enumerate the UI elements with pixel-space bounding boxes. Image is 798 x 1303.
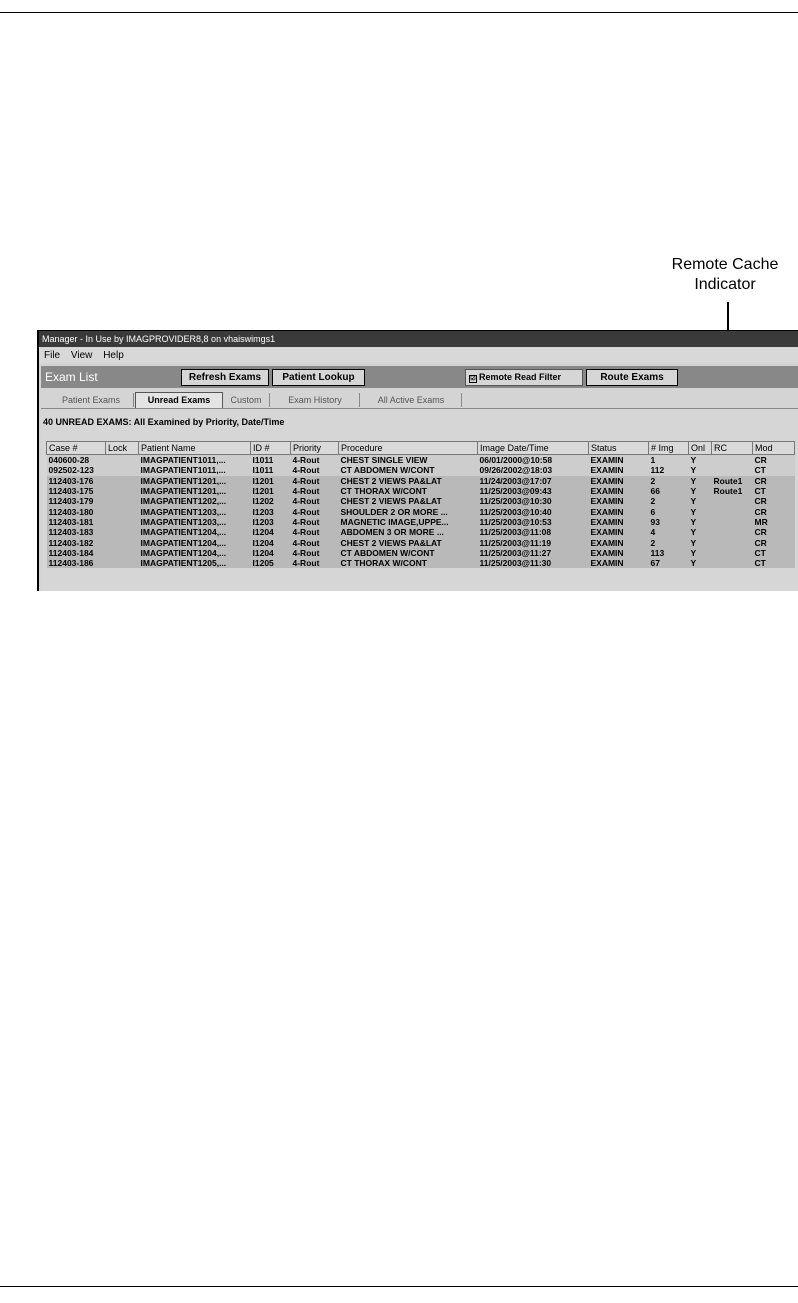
cell-rc: Route1 <box>712 476 753 486</box>
table-row[interactable] <box>47 486 795 496</box>
cell-case: 040600-28 <box>47 455 106 466</box>
cell-image-date: 11/25/2003@10:53 <box>478 517 589 527</box>
cell-procedure: CT ABDOMEN W/CONT <box>339 465 478 475</box>
table-row[interactable] <box>47 455 795 466</box>
cell-img-count: 113 <box>649 548 689 558</box>
cell-status: EXAMIN <box>589 537 649 547</box>
table-row[interactable] <box>47 506 795 516</box>
cell-procedure: CT THORAX W/CONT <box>339 558 478 568</box>
col-header-mod[interactable]: Mod <box>753 442 795 455</box>
menu-help[interactable]: Help <box>103 350 124 361</box>
cell-patient-name: IMAGPATIENT1201,... <box>139 476 251 486</box>
cell-priority: 4-Rout <box>291 476 339 486</box>
cell-rc <box>712 537 753 547</box>
cell-mod: MR <box>753 517 795 527</box>
cell-id: I1204 <box>251 548 291 558</box>
cell-mod: CT <box>753 465 795 475</box>
callout-line-2: Indicator <box>694 276 756 293</box>
col-header-priority[interactable]: Priority <box>291 442 339 455</box>
cell-id: I1205 <box>251 558 291 568</box>
cell-patient-name: IMAGPATIENT1203,... <box>139 506 251 516</box>
cell-case: 112403-175 <box>47 486 106 496</box>
cell-id: I1011 <box>251 455 291 466</box>
cell-mod: CT <box>753 558 795 568</box>
tab-exam-history[interactable]: Exam History <box>271 393 360 407</box>
cell-image-date: 11/25/2003@11:27 <box>478 548 589 558</box>
cell-case: 112403-179 <box>47 496 106 506</box>
checkbox-icon[interactable]: ☑ <box>470 376 476 382</box>
cell-procedure: ABDOMEN 3 OR MORE ... <box>339 527 478 537</box>
cell-mod: CR <box>753 527 795 537</box>
cell-image-date: 09/26/2002@18:03 <box>478 465 589 475</box>
cell-priority: 4-Rout <box>291 465 339 475</box>
cell-patient-name: IMAGPATIENT1011,... <box>139 465 251 475</box>
cell-procedure: CHEST 2 VIEWS PA&LAT <box>339 496 478 506</box>
table-row[interactable] <box>47 465 795 475</box>
cell-procedure: CHEST SINGLE VIEW <box>339 455 478 466</box>
cell-procedure: SHOULDER 2 OR MORE ... <box>339 506 478 516</box>
cell-img-count: 2 <box>649 496 689 506</box>
cell-online: Y <box>689 465 712 475</box>
col-header-patient-name[interactable]: Patient Name <box>139 442 251 455</box>
cell-patient-name: IMAGPATIENT1204,... <box>139 537 251 547</box>
refresh-exams-button[interactable]: Refresh Exams <box>181 369 269 386</box>
cell-priority: 4-Rout <box>291 496 339 506</box>
exam-list-panel <box>41 408 798 591</box>
cell-rc <box>712 558 753 568</box>
cell-online: Y <box>689 455 712 466</box>
cell-rc <box>712 455 753 466</box>
cell-case: 112403-186 <box>47 558 106 568</box>
cell-img-count: 1 <box>649 455 689 466</box>
table-row[interactable] <box>47 527 795 537</box>
exam-table <box>46 441 795 568</box>
cell-priority: 4-Rout <box>291 527 339 537</box>
cell-rc <box>712 506 753 516</box>
col-header-image-date[interactable]: Image Date/Time <box>478 442 589 455</box>
exam-list-window <box>37 330 798 591</box>
cell-priority: 4-Rout <box>291 517 339 527</box>
table-row[interactable] <box>47 548 795 558</box>
cell-procedure: CHEST 2 VIEWS PA&LAT <box>339 537 478 547</box>
cell-procedure: CHEST 2 VIEWS PA&LAT <box>339 476 478 486</box>
table-header-row <box>47 442 795 455</box>
cell-priority: 4-Rout <box>291 486 339 496</box>
tab-all-active-exams[interactable]: All Active Exams <box>361 393 462 407</box>
cell-mod: CR <box>753 455 795 466</box>
cell-patient-name: IMAGPATIENT1204,... <box>139 527 251 537</box>
menu-bar <box>39 348 798 363</box>
footer-rule <box>0 1286 798 1287</box>
menu-view[interactable]: View <box>70 350 93 361</box>
col-header-online[interactable]: Onl <box>689 442 712 455</box>
cell-patient-name: IMAGPATIENT1011,... <box>139 455 251 466</box>
table-row[interactable] <box>47 537 795 547</box>
cell-priority: 4-Rout <box>291 537 339 547</box>
cell-case: 112403-183 <box>47 527 106 537</box>
cell-patient-name: IMAGPATIENT1201,... <box>139 486 251 496</box>
cell-status: EXAMIN <box>589 517 649 527</box>
cell-lock <box>106 496 139 506</box>
cell-status: EXAMIN <box>589 465 649 475</box>
cell-id: I1202 <box>251 496 291 506</box>
cell-img-count: 93 <box>649 517 689 527</box>
cell-status: EXAMIN <box>589 548 649 558</box>
col-header-procedure[interactable]: Procedure <box>339 442 478 455</box>
tab-custom[interactable]: Custom <box>223 393 270 407</box>
cell-img-count: 4 <box>649 527 689 537</box>
cell-image-date: 11/25/2003@10:30 <box>478 496 589 506</box>
cell-img-count: 6 <box>649 506 689 516</box>
cell-online: Y <box>689 476 712 486</box>
cell-rc <box>712 527 753 537</box>
cell-mod: CR <box>753 476 795 486</box>
table-row[interactable] <box>47 517 795 527</box>
exam-list-title: Exam List <box>45 370 98 384</box>
table-row[interactable] <box>47 558 795 568</box>
cell-img-count: 2 <box>649 476 689 486</box>
cell-rc: Route1 <box>712 486 753 496</box>
menu-file[interactable]: File <box>44 350 61 361</box>
cell-lock <box>106 537 139 547</box>
cell-procedure: CT THORAX W/CONT <box>339 486 478 496</box>
cell-id: I1204 <box>251 527 291 537</box>
cell-priority: 4-Rout <box>291 548 339 558</box>
cell-patient-name: IMAGPATIENT1204,... <box>139 548 251 558</box>
cell-case: 112403-184 <box>47 548 106 558</box>
cell-case: 112403-176 <box>47 476 106 486</box>
cell-mod: CR <box>753 506 795 516</box>
col-header-img-count[interactable]: # Img <box>649 442 689 455</box>
cell-mod: CR <box>753 496 795 506</box>
cell-priority: 4-Rout <box>291 455 339 466</box>
cell-patient-name: IMAGPATIENT1205,... <box>139 558 251 568</box>
remote-read-filter-label: Remote Read Filter <box>479 372 562 382</box>
cell-rc <box>712 548 753 558</box>
cell-image-date: 11/25/2003@11:19 <box>478 537 589 547</box>
cell-img-count: 67 <box>649 558 689 568</box>
cell-lock <box>106 465 139 475</box>
cell-case: 092502-123 <box>47 465 106 475</box>
cell-id: I1203 <box>251 517 291 527</box>
exam-table-body <box>47 455 795 569</box>
cell-lock <box>106 548 139 558</box>
cell-id: I1201 <box>251 486 291 496</box>
cell-image-date: 11/25/2003@10:40 <box>478 506 589 516</box>
cell-case: 112403-181 <box>47 517 106 527</box>
cell-id: I1011 <box>251 465 291 475</box>
cell-image-date: 11/25/2003@09:43 <box>478 486 589 496</box>
cell-image-date: 06/01/2000@10:58 <box>478 455 589 466</box>
cell-case: 112403-180 <box>47 506 106 516</box>
cell-image-date: 11/25/2003@11:08 <box>478 527 589 537</box>
cell-id: I1203 <box>251 506 291 516</box>
cell-online: Y <box>689 558 712 568</box>
cell-lock <box>106 506 139 516</box>
cell-status: EXAMIN <box>589 496 649 506</box>
cell-img-count: 2 <box>649 537 689 547</box>
cell-img-count: 112 <box>649 465 689 475</box>
cell-status: EXAMIN <box>589 476 649 486</box>
toolbar <box>41 366 798 388</box>
cell-rc <box>712 496 753 506</box>
tab-unread-exams[interactable]: Unread Exams <box>135 392 223 409</box>
cell-image-date: 11/24/2003@17:07 <box>478 476 589 486</box>
cell-procedure: CT ABDOMEN W/CONT <box>339 548 478 558</box>
route-exams-button[interactable]: Route Exams <box>586 369 678 386</box>
cell-status: EXAMIN <box>589 558 649 568</box>
table-row[interactable] <box>47 496 795 506</box>
cell-id: I1204 <box>251 537 291 547</box>
cell-online: Y <box>689 527 712 537</box>
cell-case: 112403-182 <box>47 537 106 547</box>
patient-lookup-button[interactable]: Patient Lookup <box>272 369 365 386</box>
cell-procedure: MAGNETIC IMAGE,UPPE... <box>339 517 478 527</box>
cell-online: Y <box>689 548 712 558</box>
cell-lock <box>106 476 139 486</box>
cell-id: I1201 <box>251 476 291 486</box>
cell-priority: 4-Rout <box>291 506 339 516</box>
col-header-rc[interactable]: RC <box>712 442 753 455</box>
cell-image-date: 11/25/2003@11:30 <box>478 558 589 568</box>
cell-rc <box>712 465 753 475</box>
cell-patient-name: IMAGPATIENT1203,... <box>139 517 251 527</box>
remote-read-filter-checkbox[interactable] <box>465 369 583 386</box>
cell-status: EXAMIN <box>589 455 649 466</box>
cell-mod: CT <box>753 486 795 496</box>
remote-cache-callout <box>655 255 795 295</box>
col-header-lock[interactable]: Lock <box>106 442 139 455</box>
cell-rc <box>712 517 753 527</box>
cell-mod: CR <box>753 537 795 547</box>
header-rule <box>0 12 798 13</box>
cell-lock <box>106 558 139 568</box>
cell-lock <box>106 455 139 466</box>
cell-status: EXAMIN <box>589 506 649 516</box>
cell-img-count: 66 <box>649 486 689 496</box>
cell-status: EXAMIN <box>589 527 649 537</box>
unread-summary: 40 UNREAD EXAMS: All Examined by Priority, Date/Time <box>43 417 285 427</box>
cell-lock <box>106 527 139 537</box>
callout-line-1: Remote Cache <box>671 256 779 273</box>
cell-online: Y <box>689 496 712 506</box>
col-header-case[interactable]: Case # <box>47 442 106 455</box>
cell-mod: CT <box>753 548 795 558</box>
cell-status: EXAMIN <box>589 486 649 496</box>
cell-priority: 4-Rout <box>291 558 339 568</box>
tab-patient-exams[interactable]: Patient Exams <box>49 393 134 407</box>
col-header-id[interactable]: ID # <box>251 442 291 455</box>
cell-online: Y <box>689 537 712 547</box>
cell-online: Y <box>689 506 712 516</box>
cell-lock <box>106 486 139 496</box>
exam-tabs <box>41 392 798 409</box>
cell-online: Y <box>689 486 712 496</box>
window-title-bar: Manager - In Use by IMAGPROVIDER8,8 on vhaiswimgs1 <box>39 331 798 347</box>
cell-online: Y <box>689 517 712 527</box>
cell-lock <box>106 517 139 527</box>
cell-patient-name: IMAGPATIENT1202,... <box>139 496 251 506</box>
col-header-status[interactable]: Status <box>589 442 649 455</box>
table-row[interactable] <box>47 476 795 486</box>
